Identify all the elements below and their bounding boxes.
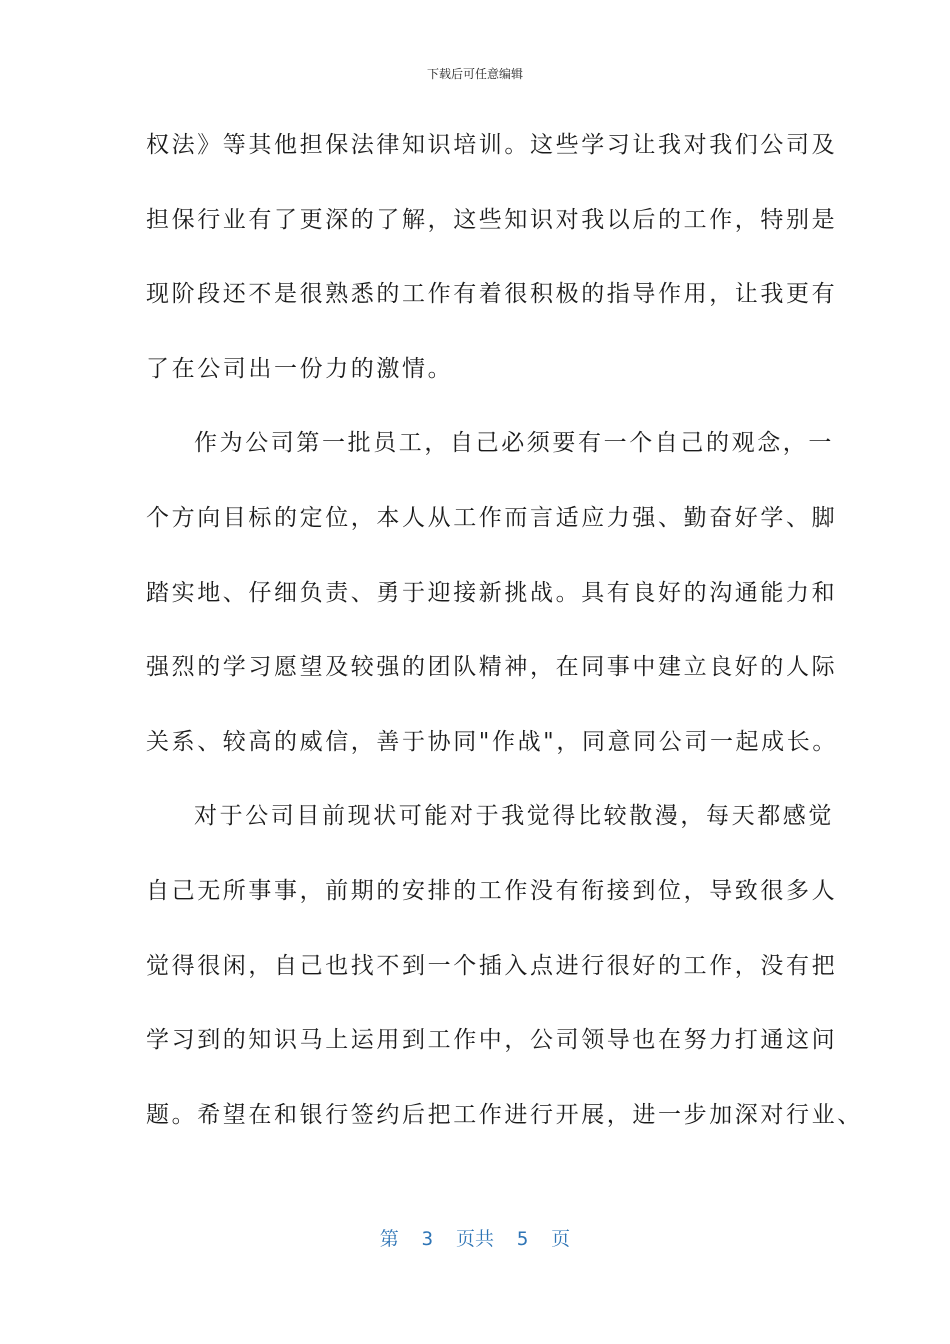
text-line: 强烈的学习愿望及较强的团队精神，在同事中建立良好的人际 (146, 654, 838, 681)
text-line: 权法》等其他担保法律知识培训。这些学习让我对我们公司及 (146, 132, 838, 158)
text-line: 现阶段还不是很熟悉的工作有着很积极的指导作用，让我更有 (146, 281, 838, 308)
page-footer (0, 1226, 950, 1252)
text-line: 踏实地、仔细负责、勇于迎接新挑战。具有良好的沟通能力和 (146, 579, 838, 606)
text-line: 题。希望在和银行签约后把工作进行开展，进一步加深对行业、 (146, 1101, 863, 1128)
paragraph-start-line: 对于公司目前现状可能对于我觉得比较散漫，每天都感觉 (194, 803, 834, 830)
document-body (146, 120, 863, 1164)
text-line: 觉得很闲，自己也找不到一个插入点进行很好的工作，没有把 (146, 952, 838, 979)
page-header: 下载后可任意编辑 (426, 67, 523, 81)
text-line: 自己无所事事，前期的安排的工作没有衔接到位，导致很多人 (146, 877, 838, 904)
text-line: 个方向目标的定位，本人从工作而言适应力强、勤奋好学、脚 (146, 504, 838, 531)
paragraph-start-line: 作为公司第一批员工，自己必须要有一个自己的观念，一 (194, 430, 834, 457)
text-line: 担保行业有了更深的了解，这些知识对我以后的工作，特别是 (146, 206, 838, 233)
text-line: 了在公司出一份力的激情。 (146, 355, 454, 382)
page-number: 第 3 页共 5 页 (379, 1228, 571, 1250)
text-line: 关系、较高的威信，善于协同"作战"，同意同公司一起成长。 (146, 728, 838, 755)
text-line: 学习到的知识马上运用到工作中，公司领导也在努力打通这问 (146, 1027, 838, 1054)
